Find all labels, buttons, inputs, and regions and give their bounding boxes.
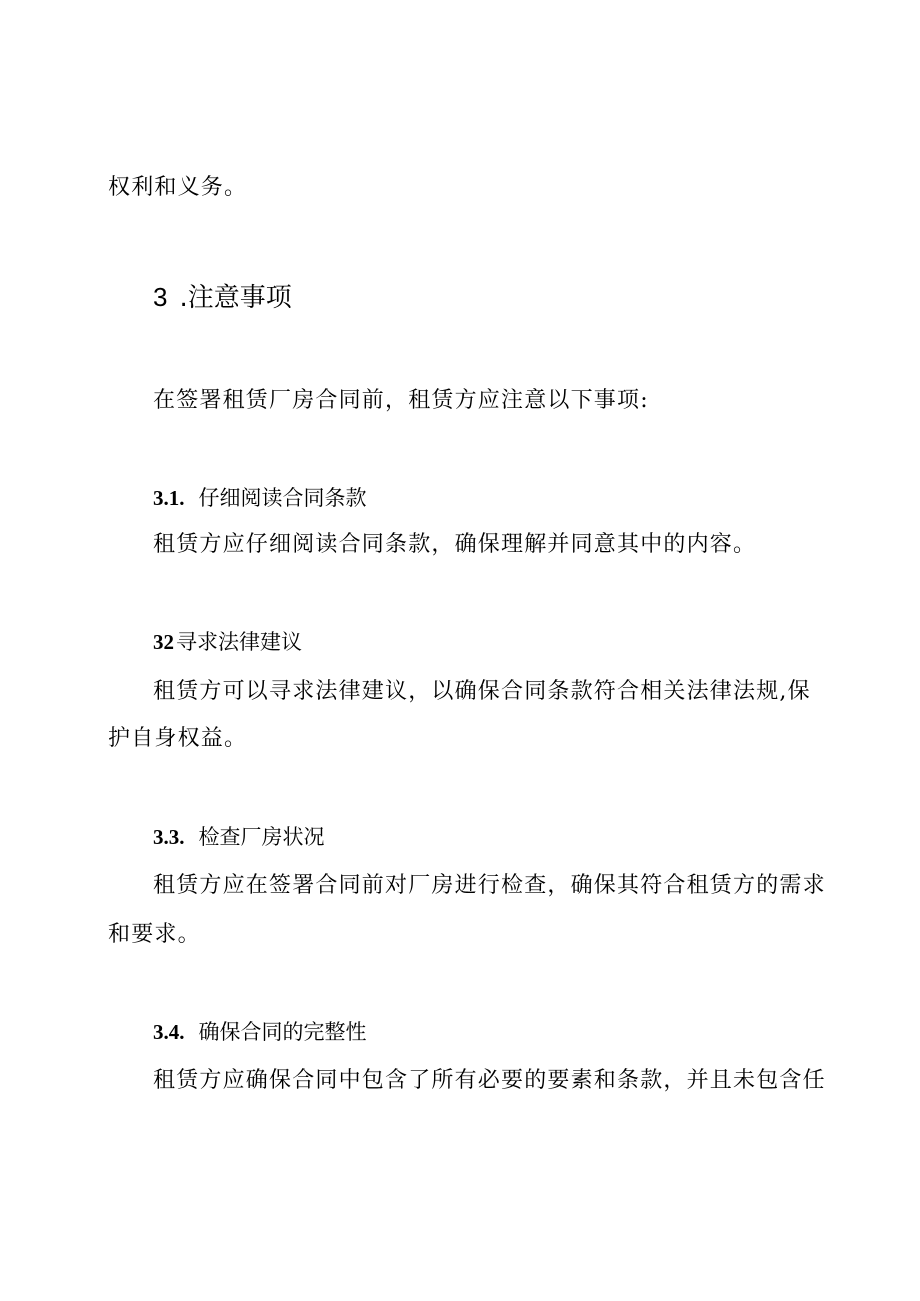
subsection-body-line: 护自身权益。 bbox=[108, 726, 248, 751]
intro-paragraph: 在签署租赁厂房合同前，租赁方应注意以下事项: bbox=[153, 388, 649, 413]
subsection-title: 确保合同的完整性 bbox=[198, 1020, 367, 1044]
subsection-number: 3.4. bbox=[153, 1020, 185, 1044]
subsection-heading-3-2 bbox=[153, 627, 302, 657]
subsection-body-line: 租赁方应确保合同中包含了所有必要的要素和条款，并且未包含任 bbox=[153, 1068, 826, 1093]
subsection-number: 3.3. bbox=[153, 825, 185, 849]
subsection-heading-3-4 bbox=[153, 1017, 367, 1047]
section-heading-3 bbox=[153, 280, 292, 315]
subsection-title: 检查厂房状况 bbox=[198, 825, 325, 849]
subsection-body-line: 租赁方应在签署合同前对厂房进行检查，确保其符合租赁方的需求 bbox=[153, 873, 826, 898]
subsection-title: 寻求法律建议 bbox=[176, 630, 302, 654]
subsection-number: 3.1. bbox=[153, 486, 185, 510]
subsection-body-line: 租赁方可以寻求法律建议，以确保合同条款符合相关法律法规,保 bbox=[153, 679, 811, 704]
paragraph-continuation: 权利和义务。 bbox=[108, 175, 248, 200]
subsection-body-line: 和要求。 bbox=[108, 922, 201, 947]
section-title: .注意事项 bbox=[179, 283, 292, 313]
subsection-body-line: 租赁方应仔细阅读合同条款，确保理解并同意其中的内容。 bbox=[153, 532, 757, 557]
subsection-title: 仔细阅读合同条款 bbox=[198, 486, 367, 510]
subsection-heading-3-3 bbox=[153, 822, 325, 852]
subsection-number: 32 bbox=[153, 630, 174, 654]
section-number: 3 bbox=[153, 282, 168, 312]
subsection-heading-3-1 bbox=[153, 483, 367, 513]
